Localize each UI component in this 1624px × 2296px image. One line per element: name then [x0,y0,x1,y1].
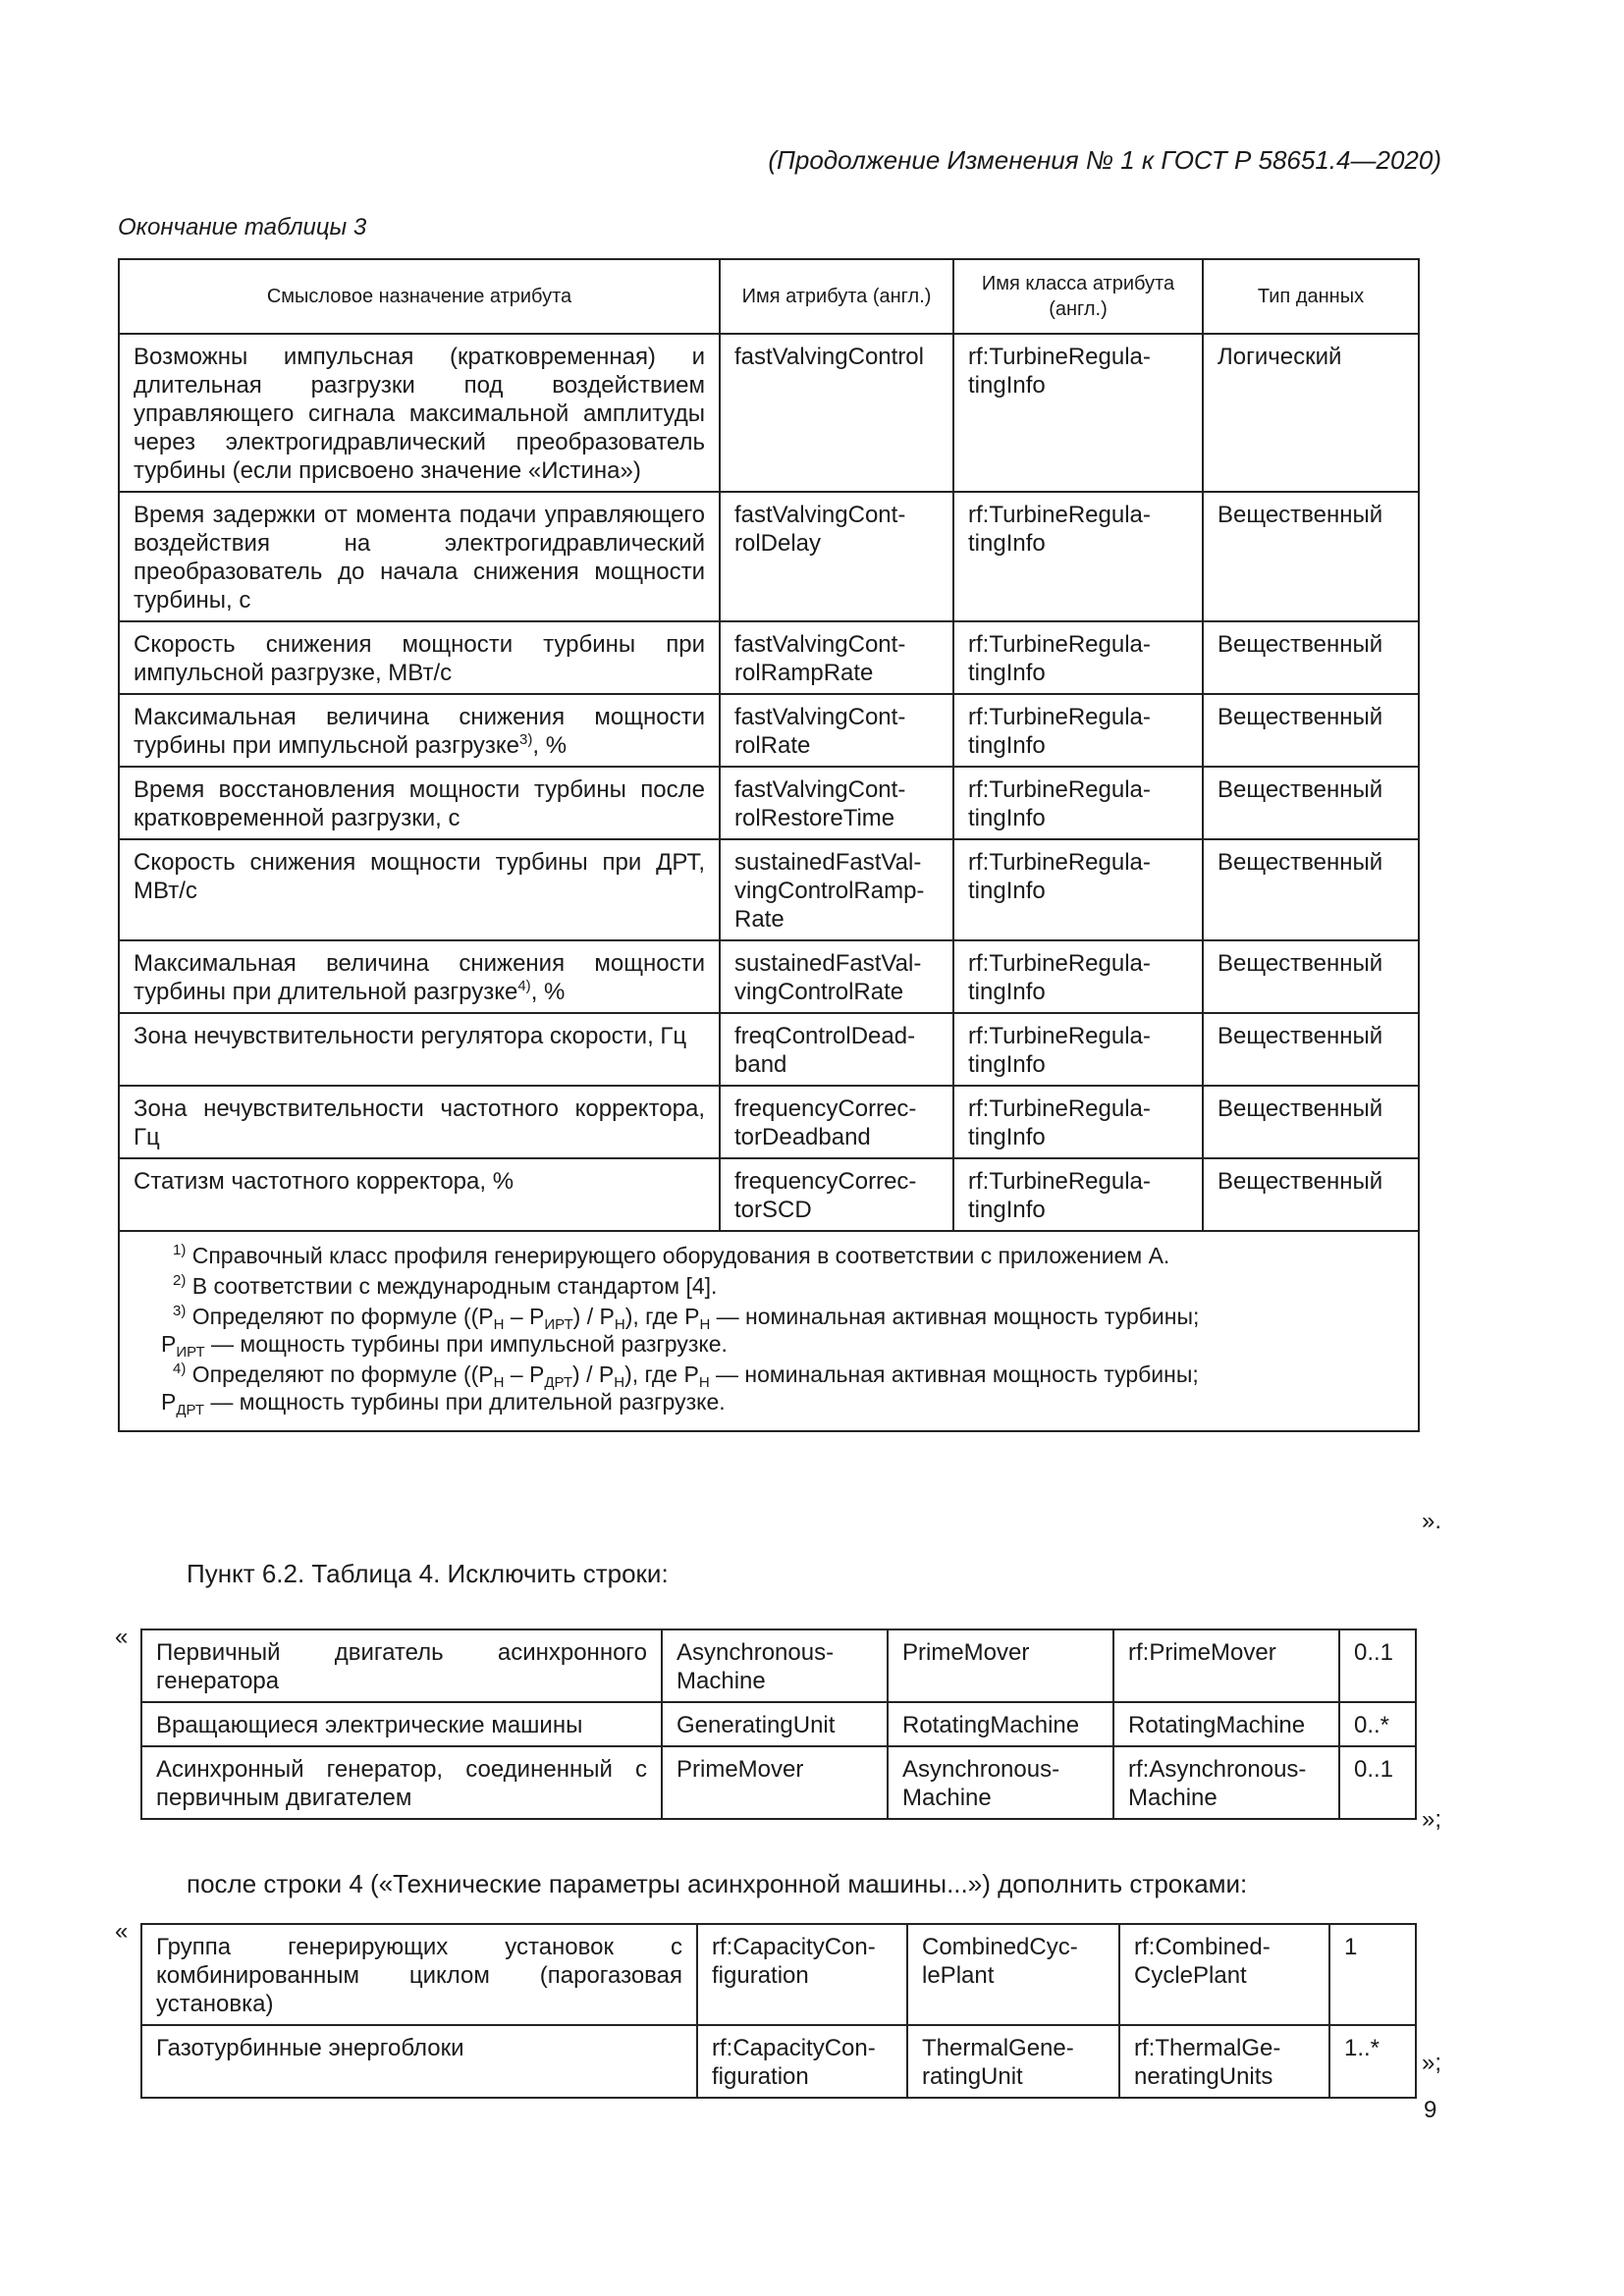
closing-quote: »; [1422,1806,1442,1833]
attribute-description: Максимальная величина снижения мощности турбины при длительной разгрузке$^{4)}$, % [119,940,720,1013]
table-row [119,1086,1419,1158]
closing-quote: ». [1422,1508,1442,1534]
table-caption: Окончание таблицы 3 [118,214,367,240]
column-header: Смысловое назначение атрибута [119,259,720,334]
footnote-continuation: $P_{ДРТ}$ — мощность турбины при длительной разгрузке. [161,1389,726,1418]
table-cell: rf:CapacityCon-figuration [697,1924,907,2025]
attribute-class: rf:TurbineRegula-tingInfo [953,1013,1203,1086]
attribute-name: fastValvingCont-rolRampRate [720,621,953,694]
data-type: Вещественный [1203,621,1419,694]
table-cell: rf:PrimeMover [1113,1629,1339,1702]
attribute-name: freqControlDead-band [720,1013,953,1086]
attribute-description: Зона нечувствительности регулятора скорости, Гц [119,1013,720,1086]
table-cell: GeneratingUnit [662,1702,888,1746]
closing-quote: »; [1422,2050,1442,2076]
table-row [119,839,1419,940]
attribute-description: Время восстановления мощности турбины после кратковременной разгрузки, с [119,767,720,839]
attribute-description: Скорость снижения мощности турбины при импульсной разгрузке, МВт/с [119,621,720,694]
attribute-description: Зона нечувствительности частотного корректора, Гц [119,1086,720,1158]
attribute-class: rf:TurbineRegula-tingInfo [953,767,1203,839]
data-type: Вещественный [1203,492,1419,621]
attribute-name: sustainedFastVal-vingControlRate [720,940,953,1013]
multiplicity-cell: 1 [1329,1924,1416,2025]
column-header: Имя класса атрибута (англ.) [953,259,1203,334]
attribute-class: rf:TurbineRegula-tingInfo [953,940,1203,1013]
table-row [119,940,1419,1013]
attribute-class: rf:TurbineRegula-tingInfo [953,1158,1203,1231]
footnote: $^{1)}$ Справочный класс профиля генерирующего оборудования в соответствии с приложением А. [173,1242,1170,1268]
table-cell: Asynchronous-Machine [662,1629,888,1702]
table-cell: RotatingMachine [888,1702,1113,1746]
multiplicity-cell: 1..* [1329,2025,1416,2098]
table-cell: PrimeMover [662,1746,888,1819]
table-cell: rf:Combined-CyclePlant [1119,1924,1329,2025]
attribute-name: fastValvingCont-rolRate [720,694,953,767]
multiplicity-cell: 0..1 [1339,1629,1416,1702]
table-cell: rf:Asynchronous-Machine [1113,1746,1339,1819]
footnote: $^{4)}$ Определяют по формуле $((P_Н - P_{ДРТ}) / P_Н)$, где $P_Н$ — номинальная активная мощность турбины; [173,1361,1199,1391]
table-row [119,621,1419,694]
row-description: Группа генерирующих установок с комбинированным циклом (парогазовая установка) [141,1924,697,2025]
table-cell: RotatingMachine [1113,1702,1339,1746]
attribute-description: Статизм частотного корректора, % [119,1158,720,1231]
footnotes-row [119,1231,1419,1431]
data-type: Логический [1203,334,1419,492]
attribute-name: fastValvingCont-rolRestoreTime [720,767,953,839]
table-cell: CombinedCyc-lePlant [907,1924,1119,2025]
attribute-name: frequencyCorrec-torSCD [720,1158,953,1231]
attribute-description: Скорость снижения мощности турбины при ДРТ, МВт/с [119,839,720,940]
column-header: Тип данных [1203,259,1419,334]
page-number: 9 [1424,2097,1437,2123]
table-cell: rf:CapacityCon-figuration [697,2025,907,2098]
attribute-description: Возможны импульсная (кратковременная) и длительная разгрузки под воздействием управляющего сигнала максимальной амплитуды через электрогидравлический преобразователь турбины (если присвоено значение «Истина») [119,334,720,492]
table-row [141,1702,1416,1746]
row-description: Газотурбинные энергоблоки [141,2025,697,2098]
attribute-class: rf:TurbineRegula-tingInfo [953,621,1203,694]
attribute-name: frequencyCorrec-torDeadband [720,1086,953,1158]
data-type: Вещественный [1203,1158,1419,1231]
table-row [119,492,1419,621]
row-description: Вращающиеся электрические машины [141,1702,662,1746]
opening-quote: « [115,1624,129,1650]
footnote: $^{2)}$ В соответствии с международным стандартом [4]. [173,1272,718,1299]
attribute-name: fastValvingControl [720,334,953,492]
footnotes-cell [119,1231,1419,1431]
attribute-class: rf:TurbineRegula-tingInfo [953,839,1203,940]
table-row [141,1746,1416,1819]
table-row [119,767,1419,839]
data-type: Вещественный [1203,1086,1419,1158]
excluded-rows-table [140,1629,1417,1820]
attribute-name: sustainedFastVal-vingControlRamp-Rate [720,839,953,940]
multiplicity-cell: 0..* [1339,1702,1416,1746]
table-row [119,1158,1419,1231]
attribute-name: fastValvingCont-rolDelay [720,492,953,621]
footnote: $^{3)}$ Определяют по формуле $((P_Н - P_{ИРТ}) / P_Н)$, где $P_Н$ — номинальная активная мощность турбины; [173,1303,1200,1333]
instruction-text: Пункт 6.2. Таблица 4. Исключить строки: [187,1559,669,1588]
document-continuation-header: (Продолжение Изменения № 1 к ГОСТ Р 58651.4—2020) [768,145,1441,175]
attribute-class: rf:TurbineRegula-tingInfo [953,694,1203,767]
table-header-row [119,259,1419,334]
row-description: Первичный двигатель асинхронного генератора [141,1629,662,1702]
column-header: Имя атрибута (англ.) [720,259,953,334]
table-row [141,1629,1416,1702]
table-row [119,694,1419,767]
row-description: Асинхронный генератор, соединенный с первичным двигателем [141,1746,662,1819]
attribute-description: Максимальная величина снижения мощности турбины при импульсной разгрузке$^{3)}$, % [119,694,720,767]
data-type: Вещественный [1203,694,1419,767]
attribute-class: rf:TurbineRegula-tingInfo [953,334,1203,492]
attributes-table [118,258,1420,1432]
table-row [141,1924,1416,2025]
added-rows-table [140,1923,1417,2099]
instruction-text: после строки 4 («Технические параметры асинхронной машины...») дополнить строками: [187,1869,1248,1898]
opening-quote: « [115,1918,129,1945]
table-cell: rf:ThermalGe-neratingUnits [1119,2025,1329,2098]
data-type: Вещественный [1203,940,1419,1013]
table-row [141,2025,1416,2098]
table-cell: Asynchronous-Machine [888,1746,1113,1819]
data-type: Вещественный [1203,1013,1419,1086]
attribute-class: rf:TurbineRegula-tingInfo [953,1086,1203,1158]
data-type: Вещественный [1203,839,1419,940]
attribute-class: rf:TurbineRegula-tingInfo [953,492,1203,621]
table-cell: ThermalGene-ratingUnit [907,2025,1119,2098]
data-type: Вещественный [1203,767,1419,839]
table-row [119,334,1419,492]
footnote-continuation: $P_{ИРТ}$ — мощность турбины при импульсной разгрузке. [161,1331,728,1361]
multiplicity-cell: 0..1 [1339,1746,1416,1819]
table-row [119,1013,1419,1086]
table-cell: PrimeMover [888,1629,1113,1702]
attribute-description: Время задержки от момента подачи управляющего воздействия на электрогидравлический преобразователь до начала снижения мощности турбины, с [119,492,720,621]
